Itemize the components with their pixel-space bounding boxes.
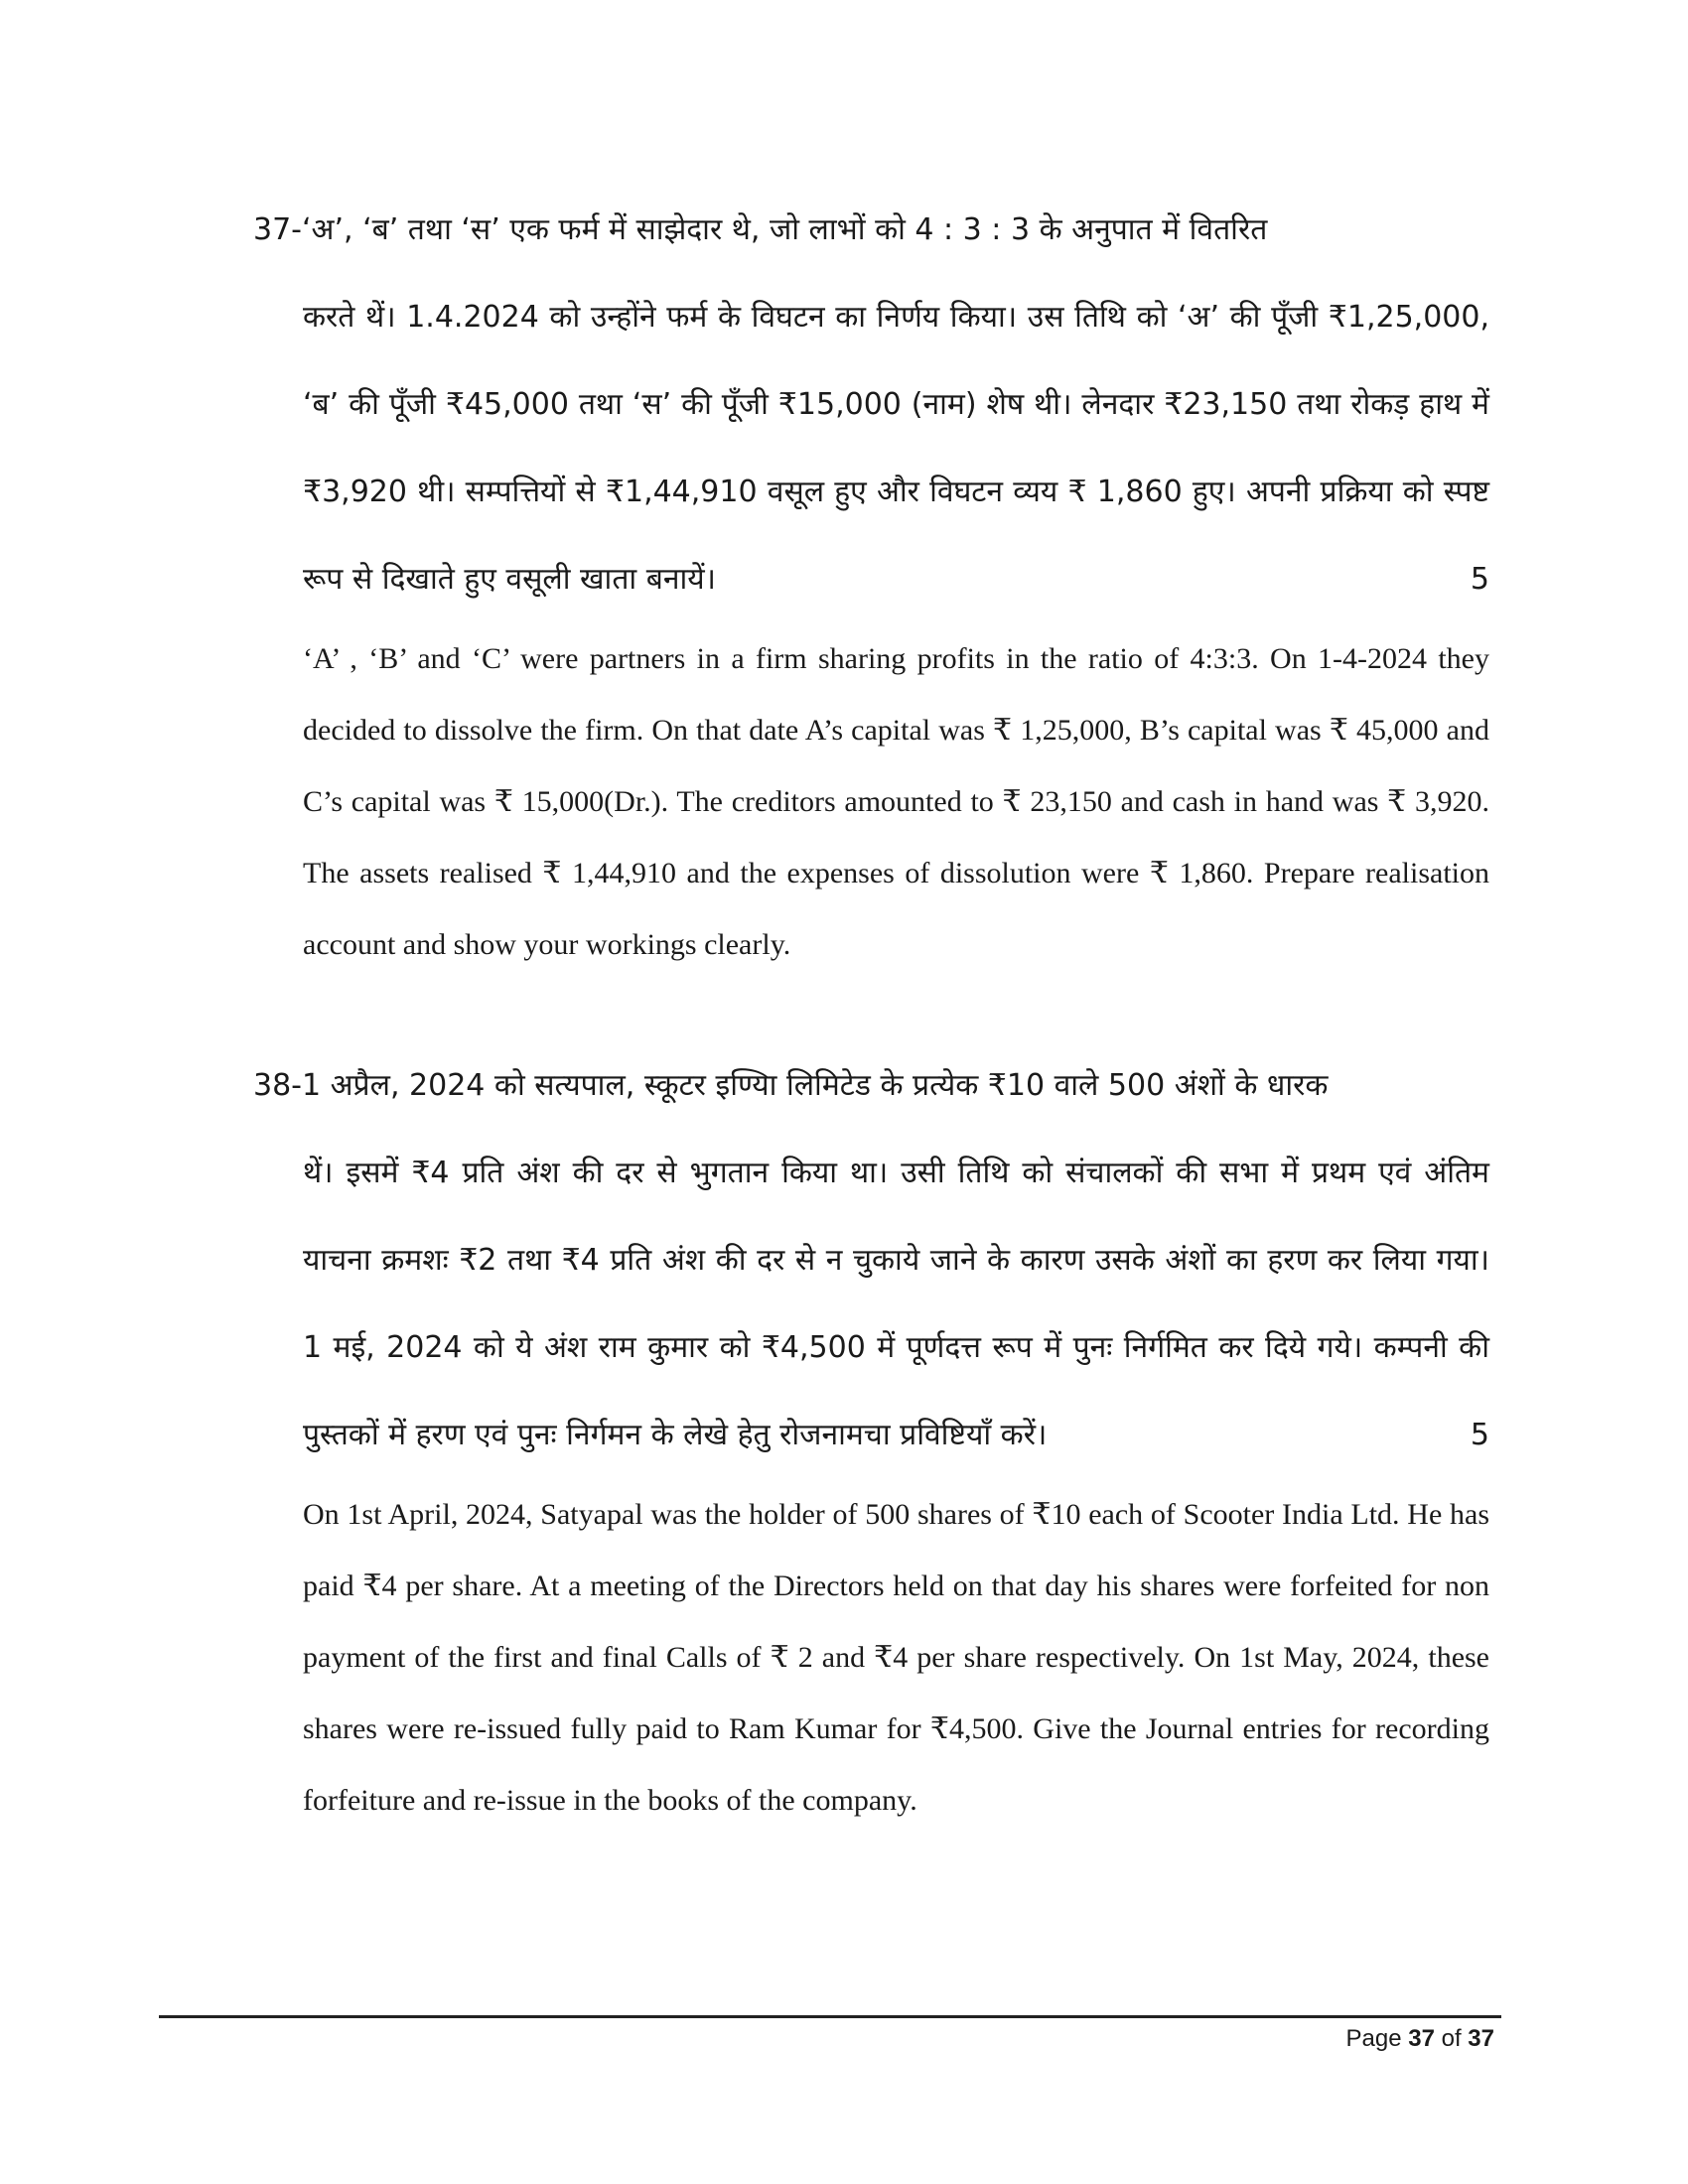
question-38-hindi-body [253, 1130, 1489, 1479]
question-37-hindi [253, 187, 1489, 274]
question-hindi-text: थें। इसमें ₹4 प्रति अंश की दर से भुगतान किया था। उसी तिथि को संचालकों की सभा में प्रथम एवं अंतिम याचना क्रमशः ₹2 तथा ₹4 प्रति अंश की दर से न चुकाये जाने के कारण उसके अंशों का हरण कर लिया गया। 1 मई, 2024 को ये अंश राम कुमार को ₹4,500 में पूर्णदत्त रूप में पुनः निर्गमित कर दिये गये। कम्पनी की पुस्तकों में हरण एवं पुनः निर्गमन के लेखे हेतु रोजनामचा प्रविष्टियाँ करें। [303, 1156, 1489, 1452]
question-37-hindi-body [253, 274, 1489, 623]
footer-divider [159, 2015, 1501, 2018]
question-37 [253, 187, 1489, 981]
question-marks: 5 [1470, 562, 1489, 597]
question-hindi-text: करते थें। 1.4.2024 को उन्होंने फर्म के विघटन का निर्णय किया। उस तिथि को ‘अ’ की पूँजी ₹1,25,000, ‘ब’ की पूँजी ₹45,000 तथा ‘स’ की पूँजी ₹15,000 (नाम) शेष थी। लेनदार ₹23,150 तथा रोकड़ हाथ में ₹3,920 थी। सम्पत्तियों से ₹1,44,910 वसूल हुए और विघटन व्यय ₹ 1,860 हुए। अपनी प्रक्रिया को स्पष्ट रूप से दिखाते हुए वसूली खाता बनायें। [303, 300, 1489, 597]
question-37-english: ‘A’ , ‘B’ and ‘C’ were partners in a firm sharing profits in the ratio of 4:3:3. On 1-4-2024 they decided to dissolve the firm. On that date A’s capital was ₹ 1,25,000, B’s capital was ₹ 45,000 and C’s capital was ₹ 15,000(Dr.). The creditors amounted to ₹ 23,150 and cash in hand was ₹ 3,920. The assets realised ₹ 1,44,910 and the expenses of dissolution were ₹ 1,860. Prepare realisation account and show your workings clearly. [303, 642, 1489, 961]
of-label: of [1441, 2025, 1462, 2052]
question-number: 38- [253, 1068, 302, 1103]
question-38 [253, 1042, 1489, 1837]
question-number: 37- [253, 212, 302, 247]
question-hindi-first-line: ‘अ’, ‘ब’ तथा ‘स’ एक फर्म में साझेदार थे, जो लाभों को 4 : 3 : 3 के अनुपात में वितरित [302, 212, 1268, 247]
page-label: Page [1345, 2025, 1402, 2052]
question-38-hindi [253, 1042, 1489, 1130]
question-hindi-first-line: 1 अप्रैल, 2024 को सत्यपाल, स्कूटर इण्यिा लिमिटेड के प्रत्येक ₹10 वाले 500 अंशों के धारक [302, 1068, 1329, 1103]
question-38-english: On 1st April, 2024, Satyapal was the holder of 500 shares of ₹10 each of Scooter India Ltd. He has paid ₹4 per share. At a meeting of the Directors held on that day his shares were forfeited for non payment of the first and final Calls of ₹ 2 and ₹4 per share respectively. On 1st May, 2024, these shares were re-issued fully paid to Ram Kumar for ₹4,500. Give the Journal entries for recording forfeiture and re-issue in the books of the company. [303, 1498, 1489, 1817]
page-footer [1346, 2025, 1495, 2053]
current-page-number: 37 [1408, 2025, 1435, 2052]
total-pages-number: 37 [1468, 2025, 1494, 2052]
question-marks: 5 [1470, 1418, 1489, 1452]
